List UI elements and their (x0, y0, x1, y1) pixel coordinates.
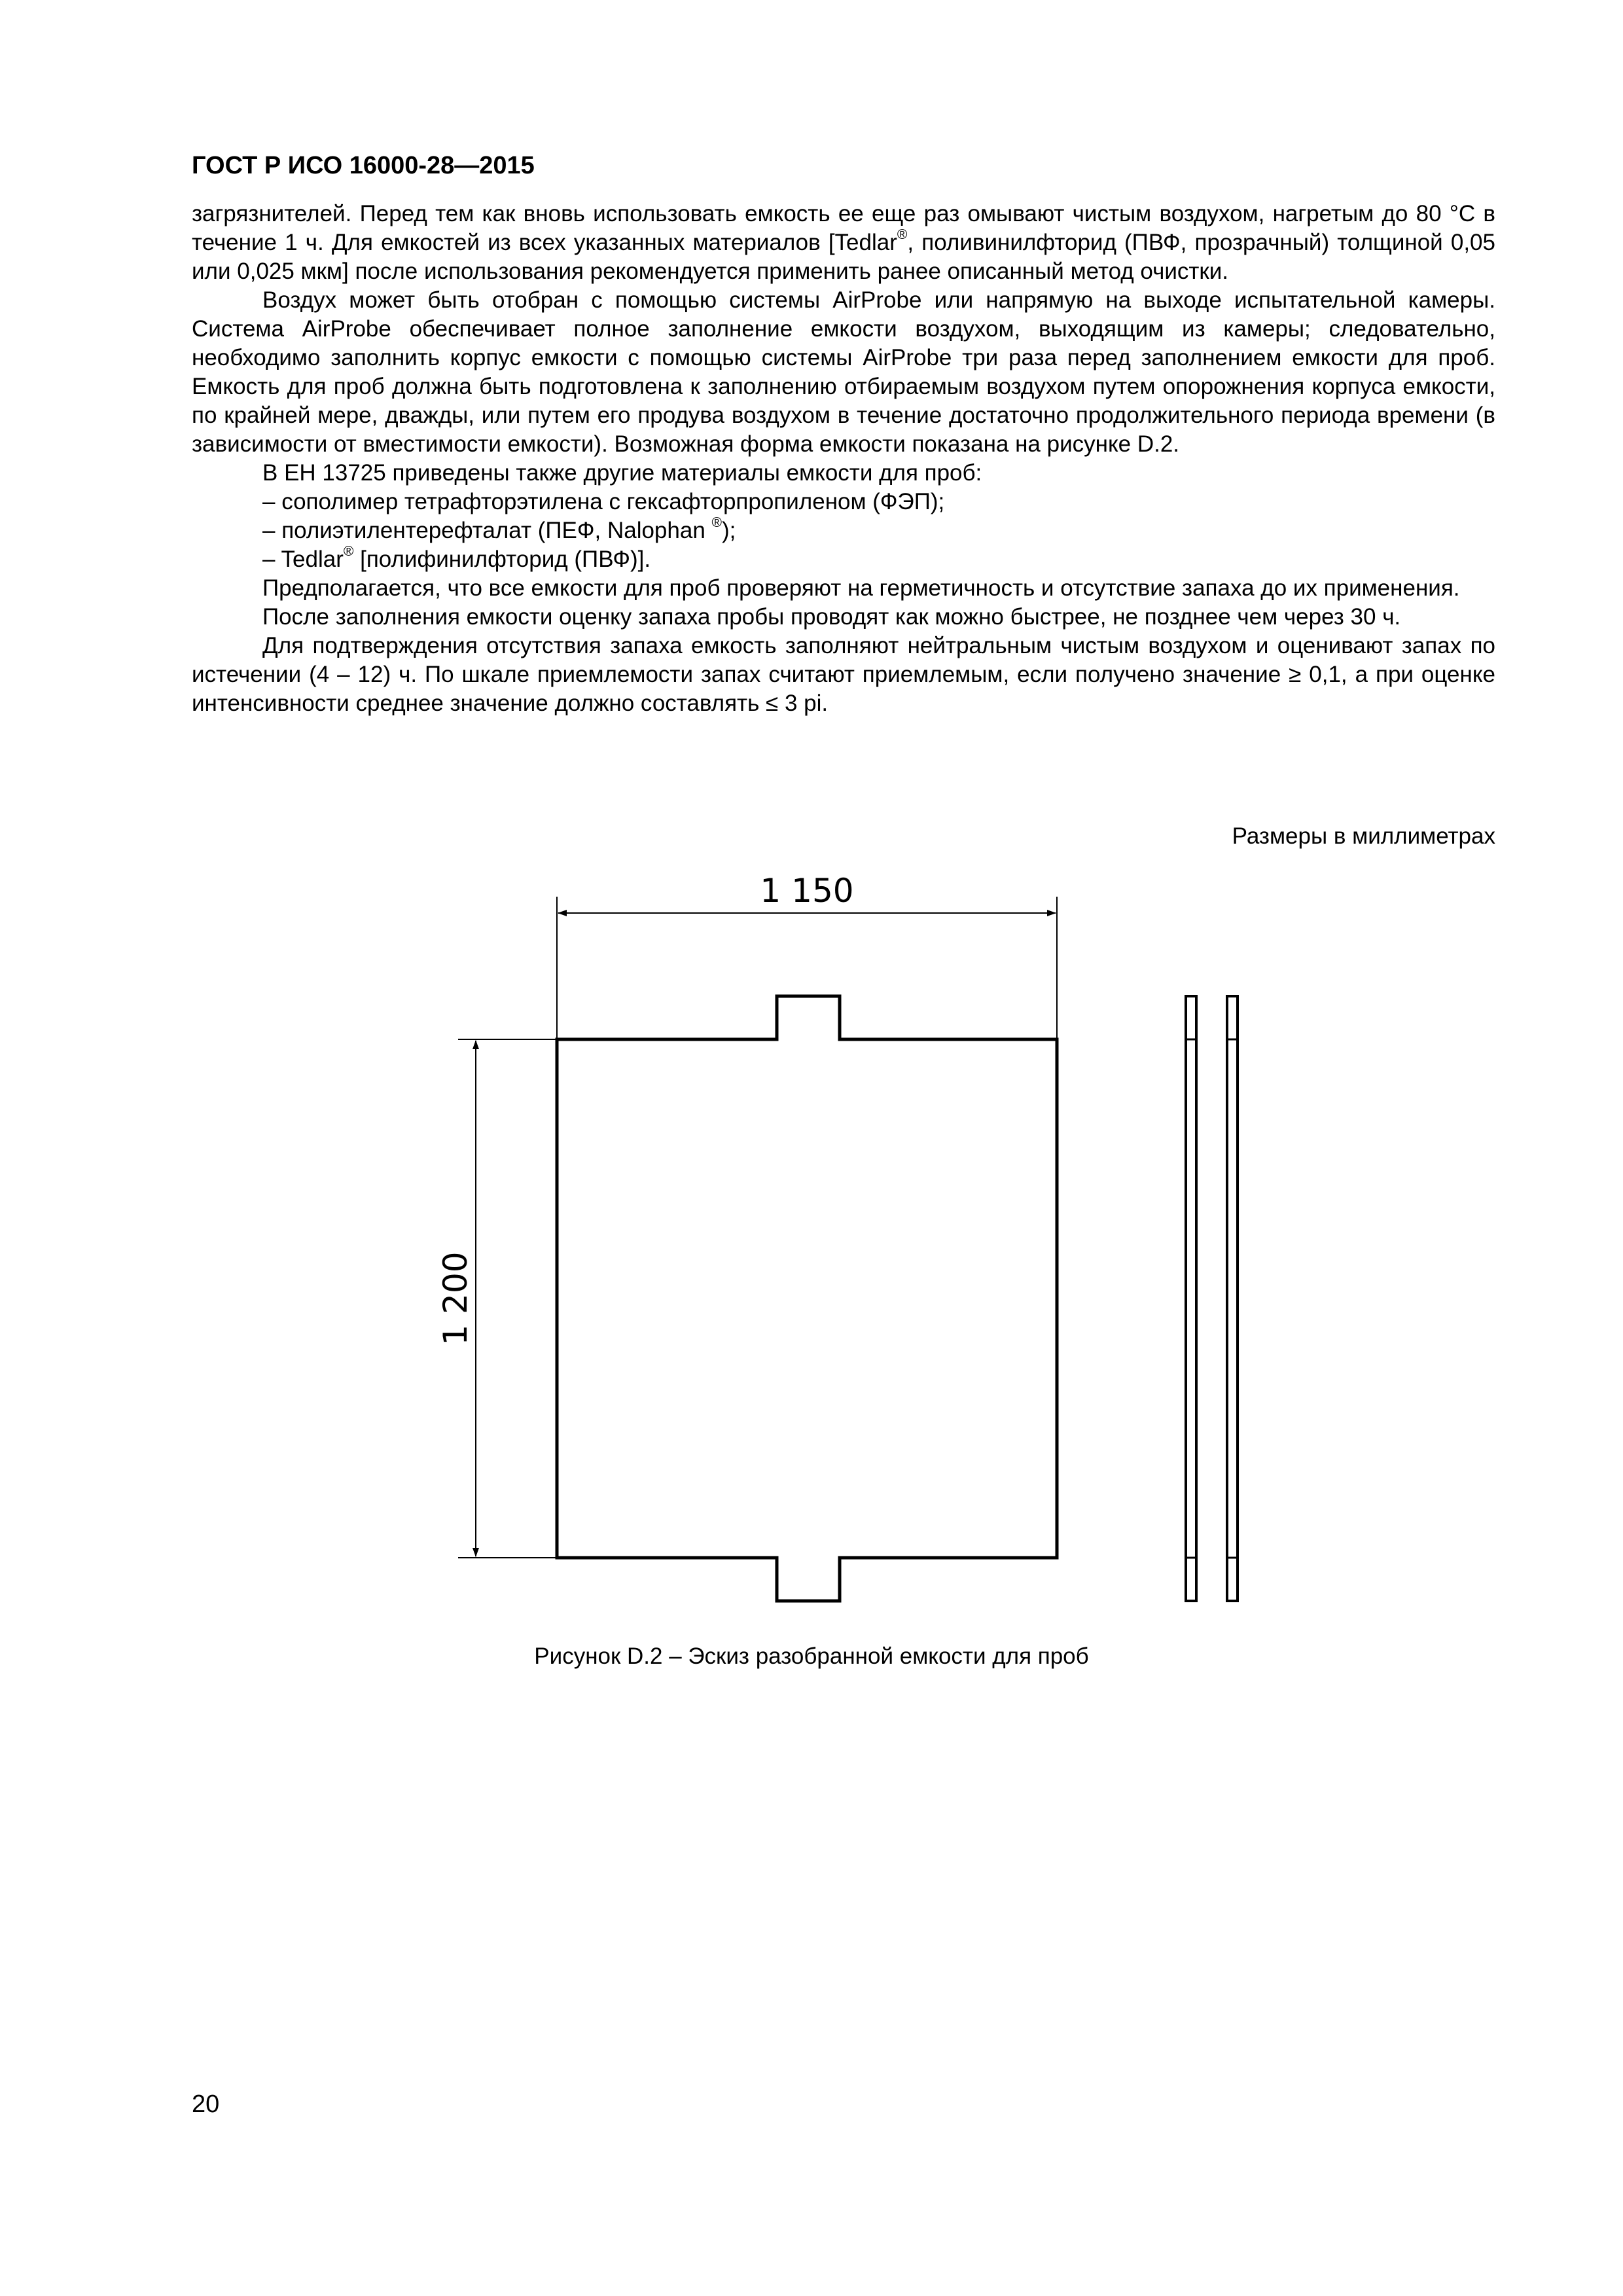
document-header: ГОСТ Р ИСО 16000-28—2015 (192, 152, 535, 179)
paragraph-4: Предполагается, что все емкости для проб проверяют на герметичность и отсутствие запаха до их применения. (262, 575, 1460, 601)
registered-mark: ® (711, 515, 722, 531)
list-item-tedlar-text: – Tedlar (262, 547, 344, 572)
container-panel (557, 996, 1057, 1601)
list-item-pet-text: – полиэтилентерефталат (ПЕФ, Nalophan (262, 518, 712, 543)
side-strip-2 (1227, 996, 1238, 1601)
paragraph-3: В ЕН 13725 приведены также другие материалы емкости для проб: (262, 460, 982, 486)
list-item-tedlar-end: [полифинилфторид (ПВФ)]. (353, 547, 651, 572)
paragraph-1-part-b: , поливинилфторид (ПВФ, прозрачный) толщиной 0,05 или 0,025 мкм] после использования рекомендуется применить ранее описанный метод очистки. (192, 230, 1495, 284)
registered-mark: ® (343, 544, 354, 560)
paragraph-6: Для подтверждения отсутствия запаха емкость заполняют нейтральным чистым воздухом и оценивают запах по истечении (4 – 12) ч. По шкале приемлемости запах считают приемлемым, если получено значение ≥ 0,1, а при оценке интенсивности среднее значение должно составлять ≤ 3 pi. (192, 633, 1495, 716)
paragraph-2: Воздух может быть отобран с помощью системы AirProbe или напрямую на выходе испытательной камеры. Система AirProbe обеспечивает полное заполнение емкости воздухом, выходящим из камеры; следовательно, необходимо заполнить корпус емкости с помощью системы AirProbe три раза перед заполнением емкости для проб. Емкость для проб должна быть подготовлена к заполнению отбираемым воздухом путем опорожнения корпуса емкости, по крайней мере, дважды, или путем его продува воздухом в течение достаточно продолжительного периода времени (в зависимости от вместимости емкости). Возможная форма емкости показана на рисунке D.2. (192, 287, 1495, 457)
side-strip-1 (1186, 996, 1196, 1601)
figure-caption: Рисунок D.2 – Эскиз разобранной емкости для проб (534, 1643, 1089, 1669)
registered-mark: ® (897, 227, 908, 243)
list-item-pet-end: ); (722, 518, 736, 543)
paragraph-1-part-a: загрязнителей. Перед тем как вновь использовать емкость ее еще раз омывают чистым воздухом, нагретым до 80 °С в течение 1 ч. Для емкостей из всех указанных материалов [Tedlar (192, 201, 1495, 255)
list-item-fep: – сополимер тетрафторэтилена с гексафторпропиленом (ФЭП); (262, 489, 945, 514)
width-label: 1 150 (760, 872, 854, 910)
height-label: 1 200 (437, 1251, 474, 1346)
sizes-note: Размеры в миллиметрах (1232, 823, 1495, 849)
paragraph-5: После заполнения емкости оценку запаха пробы проводят как можно быстрее, не позднее чем через 30 ч. (262, 604, 1401, 630)
page-number: 20 (192, 2090, 220, 2118)
